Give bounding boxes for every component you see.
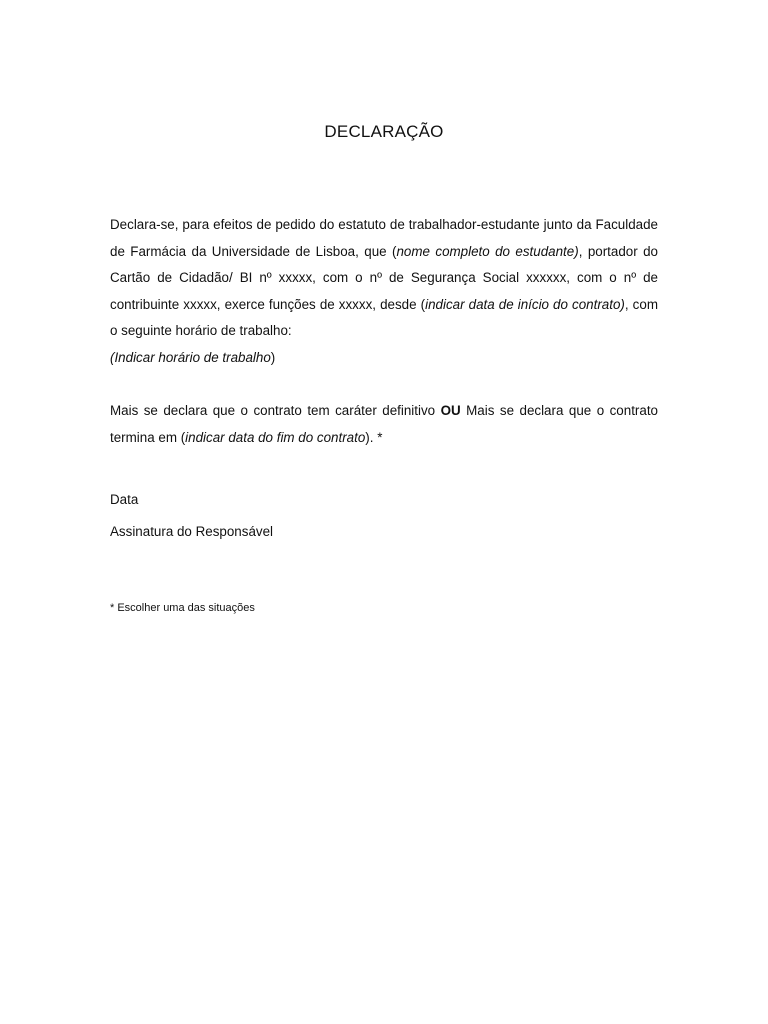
or-emphasis: OU bbox=[440, 403, 461, 418]
date-label: Data bbox=[110, 492, 139, 507]
paragraph-text: Mais se declara que o contrato tem caráter definitivo bbox=[110, 403, 441, 418]
schedule-placeholder: (Indicar horário de trabalho bbox=[110, 350, 271, 365]
contract-end-placeholder: indicar data do fim do contrato bbox=[185, 429, 366, 445]
paragraph-text: Mais se declara que o contrato termina em ( bbox=[110, 403, 658, 445]
declaration-paragraph bbox=[110, 212, 658, 345]
footnote: * Escolher uma das situações bbox=[110, 602, 255, 614]
student-name-placeholder: nome completo do estudante) bbox=[396, 243, 579, 259]
schedule-close-paren: ) bbox=[270, 350, 276, 365]
signature-label: Assinatura do Responsável bbox=[110, 524, 274, 539]
paragraph-text: , portador do Cartão de Cidadão/ BI nº xxxxx, com o nº de Segurança Social xxxxxx, com o nº de contribuinte xxxxx, exerce funções de xxxxx, desde ( bbox=[110, 243, 659, 312]
document-title: DECLARAÇÃO bbox=[324, 122, 444, 141]
paragraph-text: Declara-se, para efeitos de pedido do estatuto de trabalhador-estudante junto da Faculdade de Farmácia da Universidade de Lisboa, que ( bbox=[110, 217, 658, 259]
contract-start-placeholder: indicar data de início do contrato) bbox=[425, 296, 625, 312]
contract-paragraph bbox=[110, 398, 658, 451]
schedule-line bbox=[110, 345, 658, 372]
paragraph-text: ). * bbox=[365, 429, 383, 445]
paragraph-text: , com o seguinte horário de trabalho: bbox=[110, 296, 658, 338]
